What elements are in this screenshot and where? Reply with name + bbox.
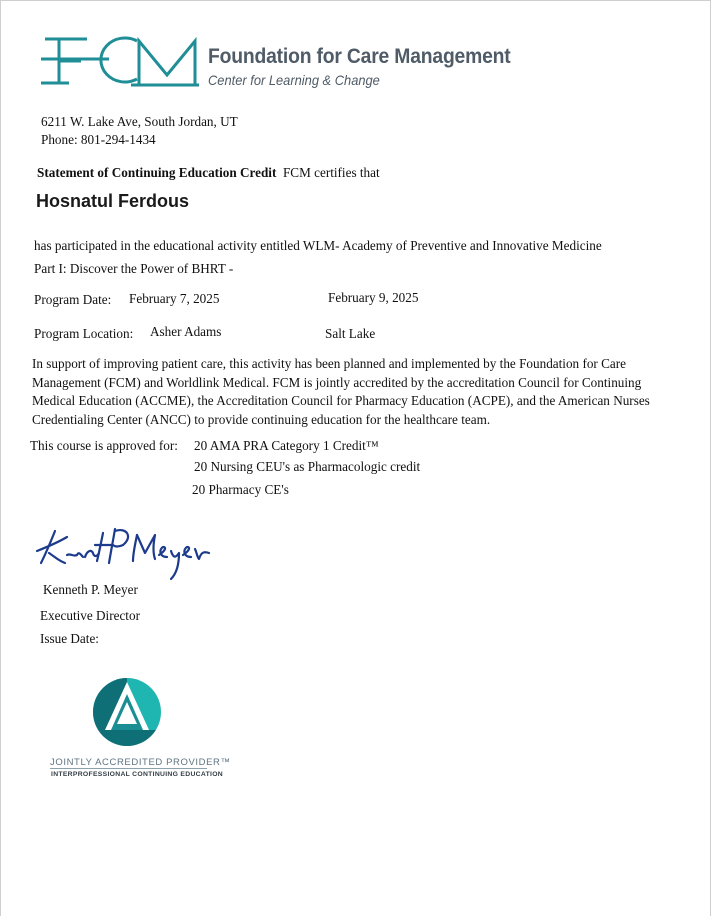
signatory-name: Kenneth P. Meyer <box>43 582 138 597</box>
signature <box>33 523 223 581</box>
issue-date-label: Issue Date: <box>40 631 99 646</box>
jointly-accredited-logo <box>91 676 163 748</box>
credit-pharmacy: 20 Pharmacy CE's <box>192 482 289 497</box>
address-street: 6211 W. Lake Ave, South Jordan, UT <box>41 114 238 129</box>
signatory-title: Executive Director <box>40 608 140 623</box>
statement-certifies: FCM certifies that <box>282 165 380 180</box>
support-paragraph: In support of improving patient care, this activity has been planned and implemented by the Foundation for Care Management (FCM) and Worldlink Medical. FCM is jointly accredited by the accreditation Council for Continuing Medical Education (ACCME), the Accreditation Council for Pharmacy Education (ACPE), and the American Nurses Credentialing Center (ANCC) to provide continuing education for the healthcare team. <box>32 356 650 427</box>
activity-line-2: Part I: Discover the Power of BHRT - <box>34 261 234 276</box>
statement-line <box>37 165 380 181</box>
address-phone: Phone: 801-294-1434 <box>41 132 156 147</box>
fcm-logo <box>39 35 201 91</box>
credit-ama: 20 AMA PRA Category 1 Credit™ <box>194 438 379 453</box>
credit-nursing: 20 Nursing CEU's as Pharmacologic credit <box>194 459 421 474</box>
program-location-label: Program Location: <box>34 326 134 341</box>
program-city: Salt Lake <box>325 326 376 341</box>
program-start-date: February 7, 2025 <box>129 291 220 306</box>
activity-line-1: has participated in the educational activity entitled WLM- Academy of Preventive and Innovative Medicine <box>34 238 602 253</box>
org-name: Foundation for Care Management <box>208 45 511 68</box>
jointly-accredited-title: JOINTLY ACCREDITED PROVIDER™ <box>50 757 231 768</box>
org-tagline: Center for Learning & Change <box>208 72 380 88</box>
recipient-name: Hosnatul Ferdous <box>36 191 190 211</box>
badge-divider <box>50 768 207 769</box>
approval-label: This course is approved for: <box>30 438 178 453</box>
program-date-label: Program Date: <box>34 292 112 307</box>
statement-title: Statement of Continuing Education Credit <box>37 165 277 180</box>
program-venue: Asher Adams <box>150 324 222 339</box>
program-end-date: February 9, 2025 <box>328 290 419 305</box>
jointly-accredited-subtitle: INTERPROFESSIONAL CONTINUING EDUCATION <box>51 771 224 778</box>
